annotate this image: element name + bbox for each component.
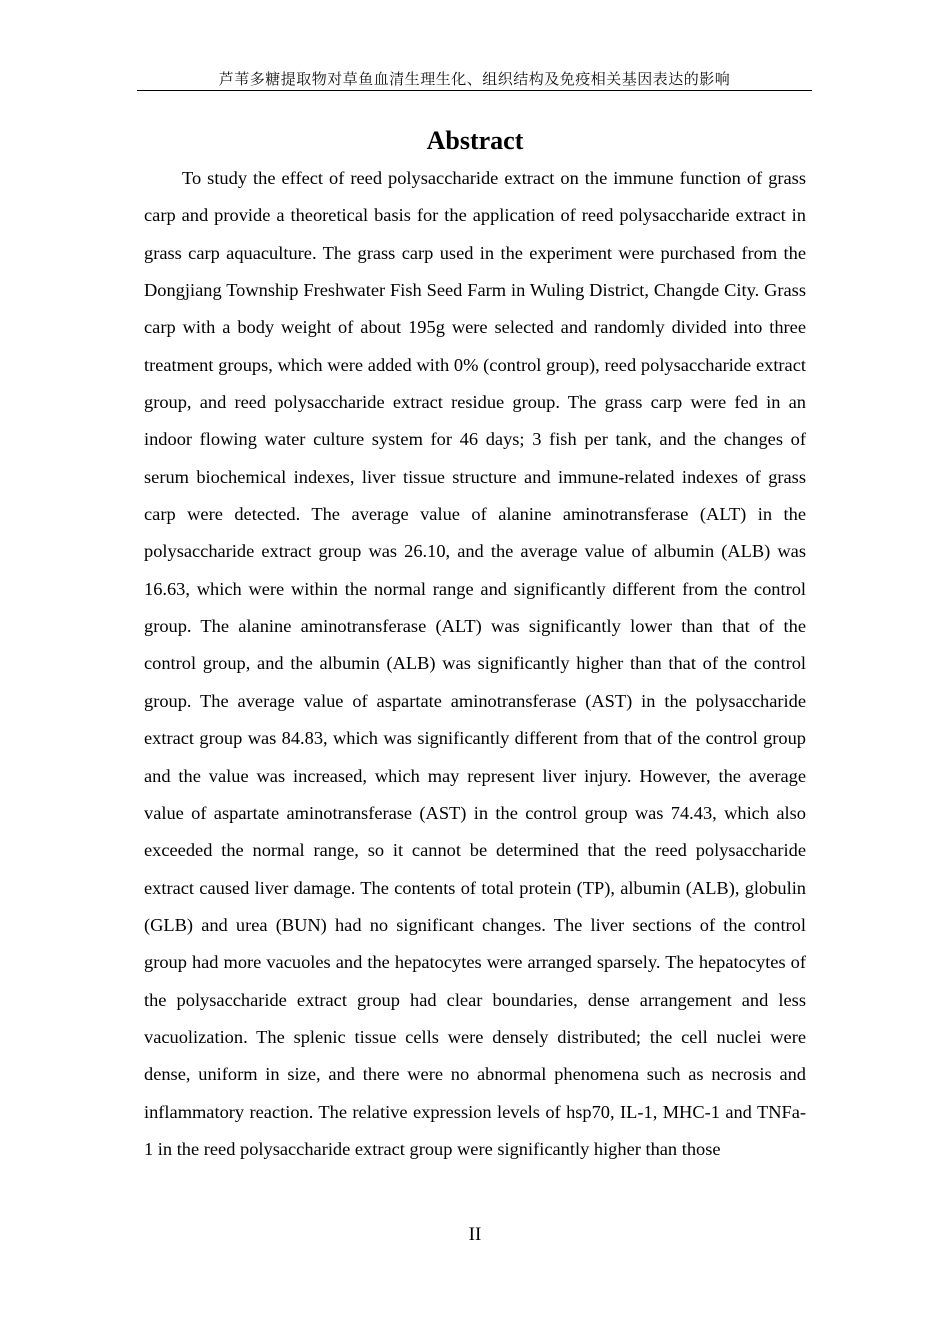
abstract-title: Abstract: [426, 126, 524, 155]
abstract-body: To study the effect of reed polysaccharide extract on the immune function of grass carp and provide a theoretical basis for the application of reed polysaccharide extract in grass carp aquaculture. The grass carp used in the experiment were purchased from the Dongjiang Township Freshwater Fish Seed Farm in Wuling District, Changde City. Grass carp with a body weight of about 195g were selected and randomly divided into three treatment groups, which were added with 0% (control group), reed polysaccharide extract group, and reed polysaccharide extract residue group. The grass carp were fed in an indoor flowing water culture system for 46 days; 3 fish per tank, and the changes of serum biochemical indexes, liver tissue structure and immune-related indexes of grass carp were detected. The average value of alanine aminotransferase (ALT) in the polysaccharide extract group was 26.10, and the average value of albumin (ALB) was 16.63, which were within the normal range and significantly different from the control group. The alanine aminotransferase (ALT) was significantly lower than that of the control group, and the albumin (ALB) was significantly higher than that of the control group. The average value of aspartate aminotransferase (AST) in the polysaccharide extract group was 84.83, which was significantly different from that of the control group and the value was increased, which may represent liver injury. However, the average value of aspartate aminotransferase (AST) in the control group was 74.43, which also exceeded the normal range, so it cannot be determined that the reed polysaccharide extract caused liver damage. The contents of total protein (TP), albumin (ALB), globulin (GLB) and urea (BUN) had no significant changes. The liver sections of the control group had more vacuoles and the hepatocytes were arranged sparsely. The hepatocytes of the polysaccharide extract group had clear boundaries, dense arrangement and less vacuolization. The splenic tissue cells were densely distributed; the cell nuclei were dense, uniform in size, and there were no abnormal phenomena such as necrosis and inflammatory reaction. The relative expression levels of hsp70, IL-1, MHC-1 and TNFa-1 in the reed polysaccharide extract group were significantly higher than those: [144, 168, 806, 1159]
running-header-title: 芦苇多糖提取物对草鱼血清生理生化、组织结构及免疫相关基因表达的影响: [218, 70, 731, 88]
page-number: II: [468, 1224, 482, 1245]
header-rule: [137, 90, 812, 91]
